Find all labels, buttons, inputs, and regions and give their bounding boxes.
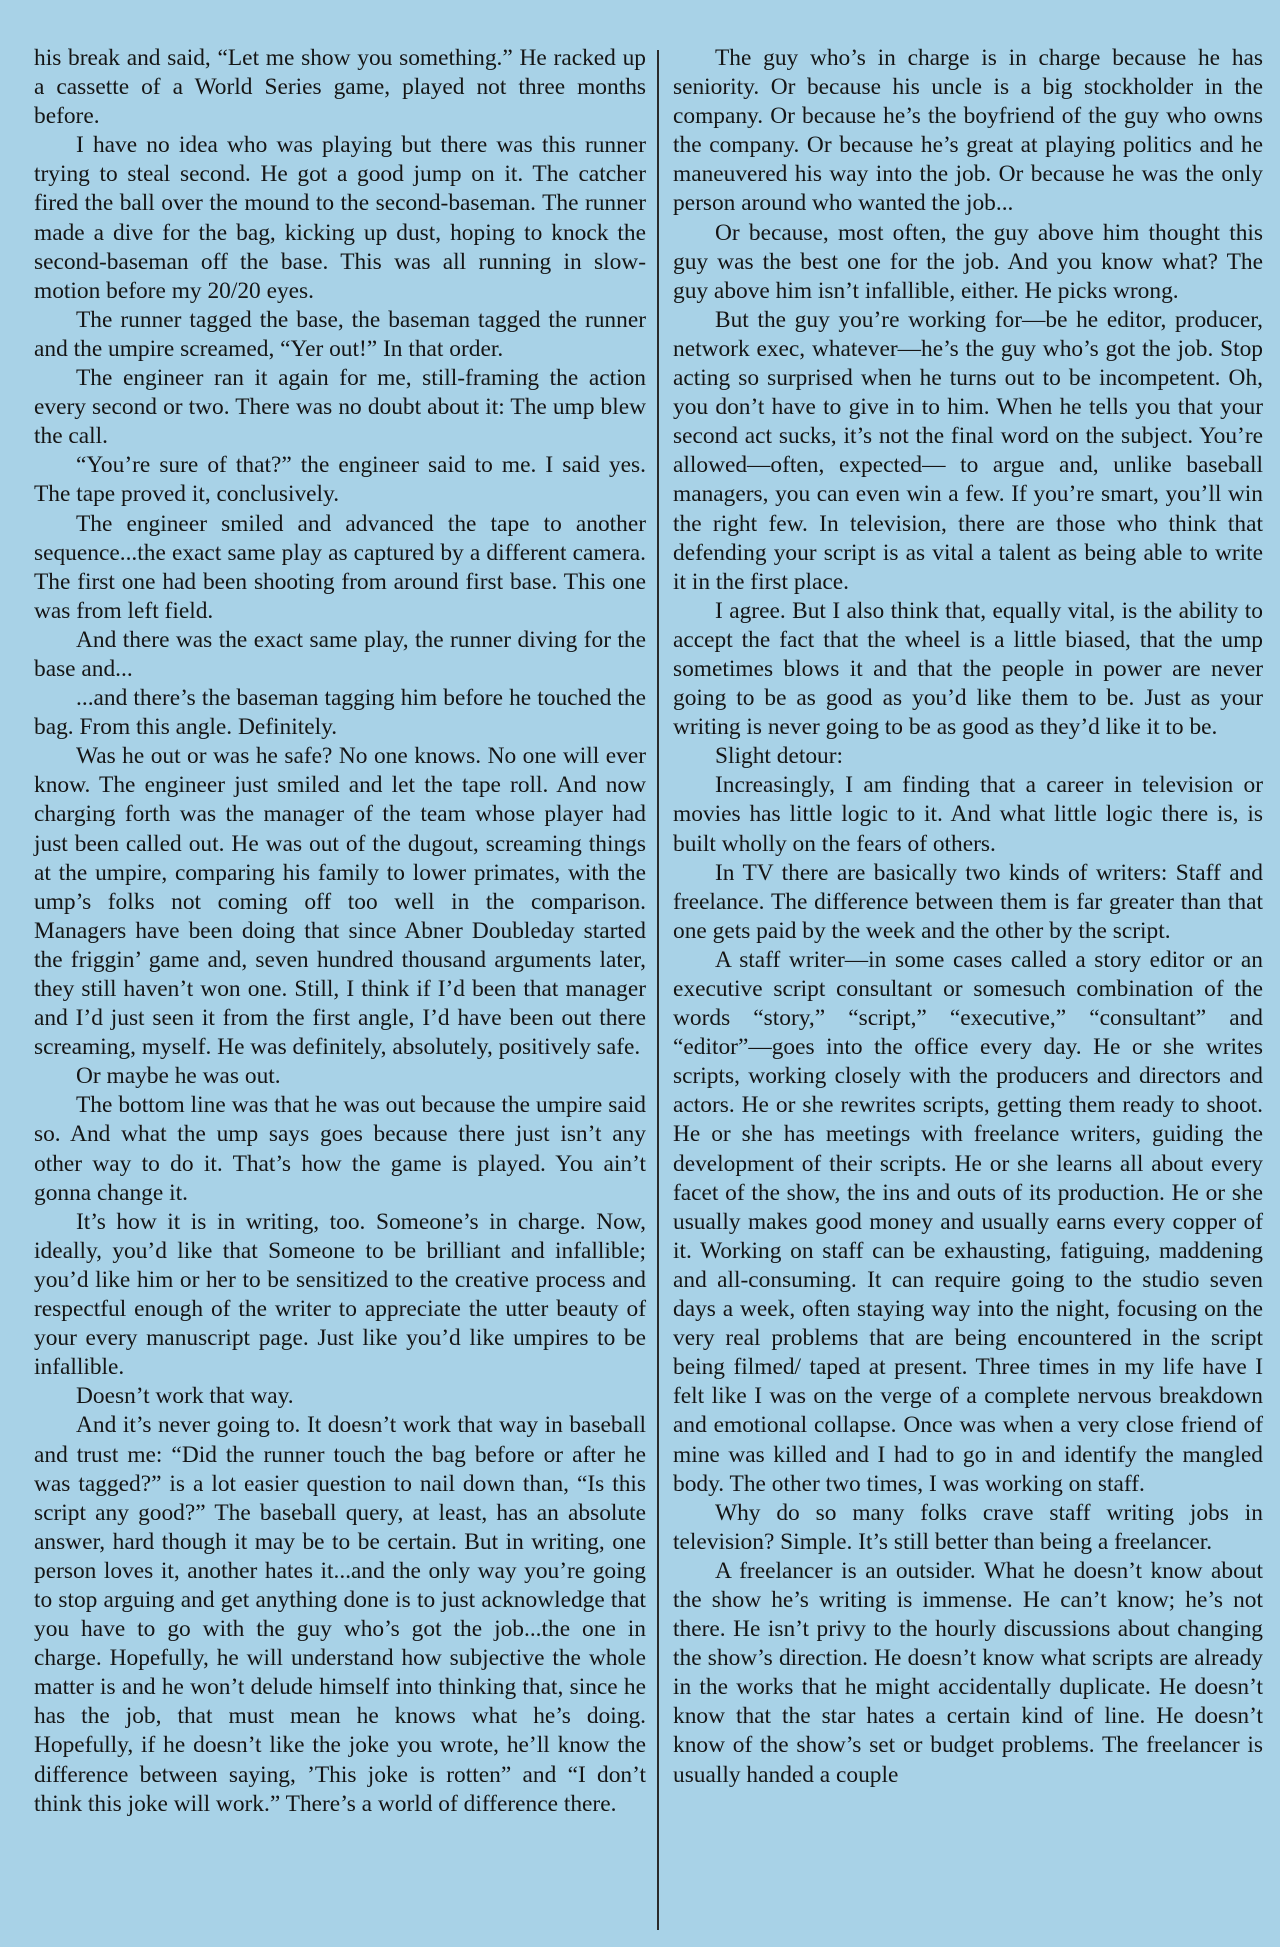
paragraph: In TV there are basically two kinds of writers: Staff and freelance. The difference between them is far greater than that one gets paid by the week and the other by the script.	[673, 859, 1263, 944]
paragraph: Why do so many folks crave staff writing jobs in television? Simple. It’s still better than being a freelancer.	[673, 1499, 1263, 1555]
paragraph: Slight detour:	[715, 743, 843, 770]
paragraph: The bottom line was that he was out because the umpire said so. And what the ump says goes because there just isn’t any other way to do it. That’s how the game is played. You ain’t gonna change it.	[34, 1092, 646, 1206]
paragraph: ...and there’s the baseman tagging him before he touched the bag. From this angle. Definitely.	[34, 685, 646, 741]
paragraph: The engineer smiled and advanced the tape to another sequence...the exact same play as captured by a different camera. The first one had been shooting from around first base. This one was from left field.	[34, 510, 646, 624]
left-text-column	[34, 44, 646, 1819]
paragraph: A freelancer is an outsider. What he doesn’t know about the show he’s writing is immense. He can’t know; he’s not there. He isn’t privy to the hourly discussions about changing the show’s direction. He doesn’t know what scripts are already in the works that he might accidentally duplicate. He doesn’t know that the star hates a certain kind of line. He doesn’t know of the show’s set or budget problems. The freelancer is usually handed a couple	[673, 1557, 1263, 1788]
paragraph: I have no idea who was playing but there was this runner trying to steal second. He got a good jump on it. The catcher fired the ball over the mound to the second-baseman. The runner made a dive for the bag, kicking up dust, hoping to knock the second-baseman off the base. This was all running in slow-motion before my 20/20 eyes.	[34, 132, 646, 304]
paragraph: Or because, most often, the guy above him thought this guy was the best one for the job. And you know what? The guy above him isn’t infallible, either. He picks wrong.	[673, 219, 1263, 304]
paragraph: Was he out or was he safe? No one knows. No one will ever know. The engineer just smiled and let the tape roll. And now charging forth was the manager of the team whose player had just been called out. He was out of the dugout, screaming things at the umpire, comparing his family to lower primates, with the ump’s folks not coming off too well in the comparison. Managers have been doing that since Abner Doubleday started the friggin’ game and, seven hundred thousand arguments later, they still haven’t won one. Still, I think if I’d been that manager and I’d just seen it from the first angle, I’d have been out there screaming, myself. He was definitely, absolutely, positively safe.	[34, 743, 646, 1061]
paragraph: Doesn’t work that way.	[76, 1383, 294, 1410]
paragraph: And there was the exact same play, the runner diving for the base and...	[34, 626, 646, 682]
paragraph: The runner tagged the base, the baseman tagged the runner and the umpire screamed, “Yer out!” In that order.	[34, 306, 646, 362]
paragraph: Or maybe he was out.	[76, 1063, 281, 1090]
paragraph: But the guy you’re working for—be he editor, producer, network exec, whatever—he’s the guy who’s got the job. Stop acting so surprised when he turns out to be incompetent. Oh, you don’t have to give in to him. When he tells you that your second act sucks, it’s not the final word on the subject. You’re allowed—often, expected— to argue and, unlike baseball managers, you can even win a few. If you’re smart, you’ll win the right few. In television, there are those who think that defending your script is as vital a talent as being able to write it in the first place.	[673, 306, 1263, 595]
paragraph: It’s how it is in writing, too. Someone’s in charge. Now, ideally, you’d like that Someone to be brilliant and infallible; you’d like him or her to be sensitized to the creative process and respectful enough of the writer to appreciate the utter beauty of your every manuscript page. Just like you’d like umpires to be infallible.	[34, 1208, 646, 1381]
right-text-column	[673, 44, 1263, 1790]
paragraph: I agree. But I also think that, equally vital, is the ability to accept the fact that the wheel is a little biased, that the ump sometimes blows it and that the people in power are never going to be as good as you’d like them to be. Just as your writing is never going to be as good as they’d like it to be.	[673, 597, 1263, 741]
paragraph: A staff writer—in some cases called a story editor or an executive script consultant or somesuch combination of the words “story,” “script,” “executive,” “consultant” and “editor”—goes into the office every day. He or she writes scripts, working closely with the producers and directors and actors. He or she rewrites scripts, getting them ready to shoot. He or she has meetings with freelance writers, guiding the development of their scripts. He or she learns all about every facet of the show, the ins and outs of its production. He or she usually makes good money and usually earns every copper of it. Working on staff can be exhausting, fatiguing, maddening and all-consuming. It can require going to the studio seven days a week, often staying way into the night, focusing on the very real problems that are being encountered in the script being filmed/ taped at present. Three times in my life have I felt like I was on the verge of a complete nervous breakdown and emotional collapse. Once was when a very close friend of mine was killed and I had to go in and identify the mangled body. The other two times, I was working on staff.	[673, 946, 1263, 1497]
paragraph: his break and said, “Let me show you something.” He racked up a cassette of a World Series game, played not three months before.	[34, 45, 646, 130]
column-divider	[657, 50, 659, 1930]
paragraph: “You’re sure of that?” the engineer said to me. I said yes. The tape proved it, conclusively.	[34, 452, 646, 508]
paragraph: Increasingly, I am finding that a career in television or movies has little logic to it. And what little logic there is, is built wholly on the fears of others.	[673, 772, 1263, 857]
paragraph: The guy who’s in charge is in charge because he has seniority. Or because his uncle is a big stockholder in the company. Or because he’s the boyfriend of the guy who owns the company. Or because he’s great at playing politics and he maneuvered his way into the job. Or because he was the only person around who wanted the job...	[673, 45, 1263, 217]
paragraph: And it’s never going to. It doesn’t work that way in baseball and trust me: “Did the runner touch the bag before or after he was tagged?” is a lot easier question to nail down than, “Is this script any good?” The baseball query, at least, has an absolute answer, hard though it may be to be certain. But in writing, one person loves it, another hates it...and the only way you’re going to stop arguing and get anything done is to just acknowledge that you have to go with the guy who’s got the job...the one in charge. Hopefully, he will understand how subjective the whole matter is and he won’t delude himself into thinking that, since he has the job, that must mean he knows what he’s doing. Hopefully, if he doesn’t like the joke you wrote, he’ll know the difference between saying, ’This joke is rotten” and “I don’t think this joke will work.” There’s a world of difference there.	[34, 1412, 646, 1817]
paragraph: The engineer ran it again for me, still-framing the action every second or two. There was no doubt about it: The ump blew the call.	[34, 365, 646, 450]
